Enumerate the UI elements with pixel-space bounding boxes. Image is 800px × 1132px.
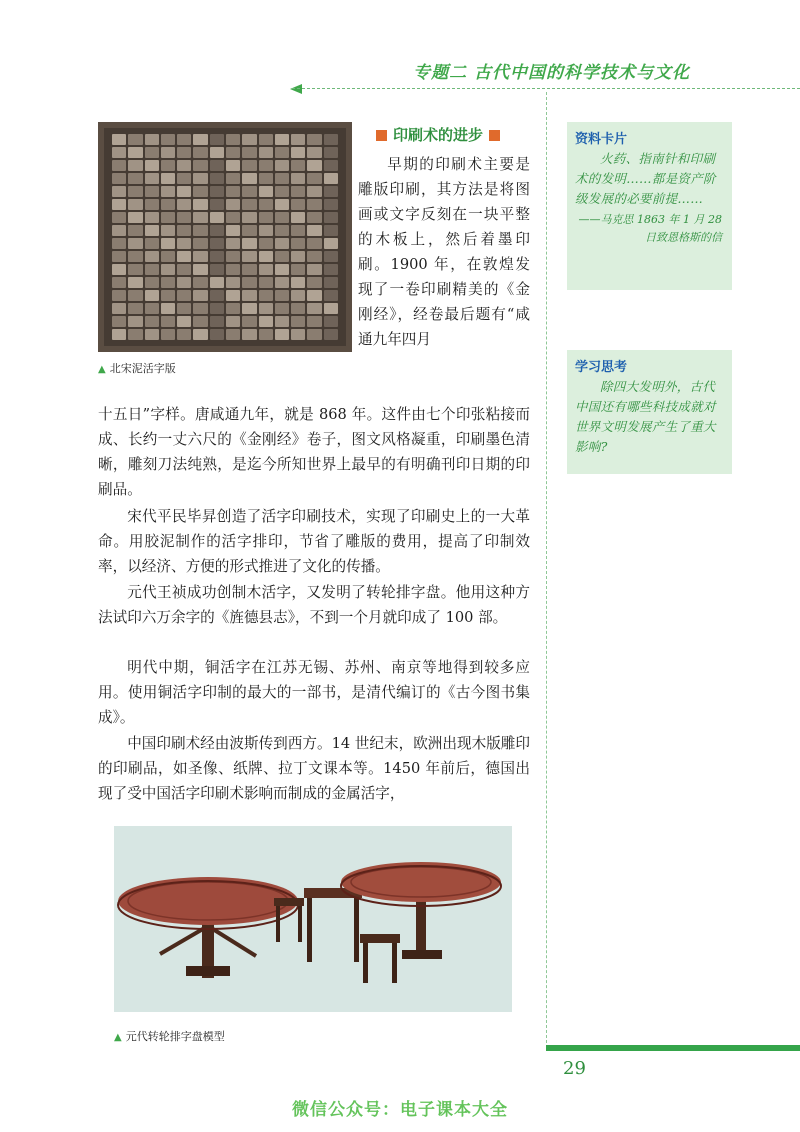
paragraph-4: 明代中期，铜活字在江苏无锡、苏州、南京等地得到较多应用。使用铜活字印制的最大的一部书，是清代编订的《古今图书集成》。 <box>98 659 530 726</box>
left-wheel-base <box>186 966 230 976</box>
type-block <box>128 199 142 210</box>
type-block <box>226 173 240 184</box>
type-block <box>145 264 159 275</box>
type-block <box>291 238 305 249</box>
type-block <box>177 134 191 145</box>
type-block <box>161 199 175 210</box>
type-block <box>193 225 207 236</box>
type-block <box>291 160 305 171</box>
type-block <box>291 264 305 275</box>
type-block <box>210 290 224 301</box>
column-divider <box>546 92 547 1048</box>
type-block <box>242 186 256 197</box>
type-block <box>112 264 126 275</box>
type-block <box>324 186 338 197</box>
type-block <box>210 160 224 171</box>
type-block <box>193 316 207 327</box>
type-block <box>307 277 321 288</box>
data-card-body: 火药、指南针和印刷术的发明……都是资产阶级发展的必要前提…… <box>575 151 716 206</box>
type-block <box>128 160 142 171</box>
type-block <box>307 186 321 197</box>
type-block <box>242 329 256 340</box>
type-block <box>128 186 142 197</box>
type-block <box>291 225 305 236</box>
type-block <box>161 212 175 223</box>
type-block <box>177 212 191 223</box>
type-block <box>242 264 256 275</box>
type-block <box>145 238 159 249</box>
type-block <box>128 147 142 158</box>
type-block <box>324 303 338 314</box>
type-block <box>226 251 240 262</box>
type-block <box>177 251 191 262</box>
type-block <box>112 329 126 340</box>
type-block <box>112 238 126 249</box>
type-block <box>226 212 240 223</box>
type-block <box>291 290 305 301</box>
type-block <box>210 147 224 158</box>
type-block <box>242 199 256 210</box>
type-block <box>307 238 321 249</box>
type-block <box>210 251 224 262</box>
front-stool-leg <box>363 943 368 983</box>
type-block <box>242 290 256 301</box>
type-block <box>210 173 224 184</box>
type-block <box>145 199 159 210</box>
type-block <box>226 303 240 314</box>
type-block <box>307 303 321 314</box>
type-block <box>307 316 321 327</box>
type-block <box>161 134 175 145</box>
center-table-leg <box>307 898 312 962</box>
type-block <box>145 316 159 327</box>
type-block <box>112 147 126 158</box>
type-block <box>259 147 273 158</box>
type-block <box>324 147 338 158</box>
type-block <box>193 290 207 301</box>
type-block <box>226 199 240 210</box>
type-block <box>324 251 338 262</box>
type-block <box>128 212 142 223</box>
type-block <box>307 212 321 223</box>
type-block <box>259 238 273 249</box>
type-block <box>275 173 289 184</box>
type-block <box>128 225 142 236</box>
type-block <box>226 160 240 171</box>
type-block <box>324 290 338 301</box>
type-block <box>112 251 126 262</box>
type-block <box>242 277 256 288</box>
type-block <box>193 173 207 184</box>
type-block <box>291 173 305 184</box>
type-block <box>145 303 159 314</box>
type-block <box>242 160 256 171</box>
type-block <box>324 329 338 340</box>
type-block <box>226 134 240 145</box>
footer-bar <box>546 1045 800 1051</box>
type-block <box>242 316 256 327</box>
center-table-leg <box>354 898 359 962</box>
type-block <box>307 173 321 184</box>
type-block <box>275 199 289 210</box>
type-block <box>226 264 240 275</box>
type-block <box>128 290 142 301</box>
type-block <box>275 225 289 236</box>
type-block <box>242 147 256 158</box>
type-block <box>161 329 175 340</box>
type-block <box>291 316 305 327</box>
type-block <box>275 134 289 145</box>
type-block <box>112 277 126 288</box>
section-heading-text: 印刷术的进步 <box>393 126 484 144</box>
type-block <box>145 212 159 223</box>
type-block <box>193 264 207 275</box>
type-block <box>177 264 191 275</box>
type-block <box>275 277 289 288</box>
data-card-title: 资料卡片 <box>575 132 628 147</box>
type-block <box>193 277 207 288</box>
type-block <box>210 264 224 275</box>
type-block <box>275 329 289 340</box>
type-block <box>193 251 207 262</box>
type-block <box>226 147 240 158</box>
type-block <box>259 199 273 210</box>
type-block <box>242 303 256 314</box>
type-block <box>145 160 159 171</box>
type-block-grid <box>112 134 338 340</box>
watermark: 微信公众号：电子课本大全 <box>292 1100 508 1120</box>
type-block <box>193 238 207 249</box>
section-heading <box>370 124 506 145</box>
type-block <box>275 147 289 158</box>
paragraph-3: 元代王祯成功创制木活字，又发明了转轮排字盘。他用这种方法试印六万余字的《旌德县志》，不到一个月就印成了 100 部。 <box>98 584 530 626</box>
type-block <box>177 186 191 197</box>
type-block <box>112 186 126 197</box>
type-block <box>210 212 224 223</box>
right-wheel-base <box>402 950 442 959</box>
type-block <box>210 134 224 145</box>
type-block <box>193 186 207 197</box>
type-block <box>145 134 159 145</box>
type-block <box>259 186 273 197</box>
header-arrow-icon <box>290 84 302 94</box>
type-block <box>307 290 321 301</box>
type-block <box>226 225 240 236</box>
type-block <box>242 212 256 223</box>
figure-top-caption-text: 北宋泥活字版 <box>109 362 176 375</box>
type-block <box>226 238 240 249</box>
type-block <box>307 251 321 262</box>
type-block <box>128 264 142 275</box>
type-block <box>259 316 273 327</box>
type-block <box>177 277 191 288</box>
type-block <box>161 264 175 275</box>
header-rule <box>292 88 800 89</box>
study-question-body: 除四大发明外，古代中国还有哪些科技成就对世界文明发展产生了重大影响? <box>575 379 716 454</box>
type-block <box>193 212 207 223</box>
type-block <box>324 134 338 145</box>
type-block <box>307 147 321 158</box>
type-block <box>307 329 321 340</box>
type-block <box>193 329 207 340</box>
chapter-title: 专题二 古代中国的科学技术与文化 <box>413 63 690 83</box>
type-block <box>275 264 289 275</box>
type-block <box>128 303 142 314</box>
type-block <box>324 264 338 275</box>
type-block <box>177 199 191 210</box>
type-block <box>145 251 159 262</box>
type-block <box>226 290 240 301</box>
type-block <box>112 225 126 236</box>
clay-movable-type-photo <box>98 122 352 352</box>
type-block <box>177 173 191 184</box>
data-card <box>567 122 732 290</box>
type-block <box>259 303 273 314</box>
type-block <box>112 290 126 301</box>
type-block <box>193 199 207 210</box>
type-block <box>145 329 159 340</box>
front-stool-top <box>360 934 400 943</box>
type-block <box>112 199 126 210</box>
type-block <box>177 316 191 327</box>
type-block <box>161 147 175 158</box>
type-block <box>128 173 142 184</box>
type-block <box>275 160 289 171</box>
type-block <box>324 173 338 184</box>
page-number: 29 <box>563 1058 586 1079</box>
stool-leg <box>298 906 302 942</box>
rotating-type-tray-illustration <box>114 826 512 1012</box>
figure-bottom-caption <box>114 1028 225 1044</box>
type-block <box>112 160 126 171</box>
type-block <box>242 134 256 145</box>
type-block <box>324 212 338 223</box>
type-block <box>145 186 159 197</box>
caption-triangle-icon: ▲ <box>114 1032 122 1043</box>
type-block <box>210 277 224 288</box>
type-block <box>324 316 338 327</box>
type-block <box>161 186 175 197</box>
type-block <box>226 186 240 197</box>
type-block <box>324 225 338 236</box>
type-block <box>177 329 191 340</box>
type-block <box>177 147 191 158</box>
type-block <box>112 212 126 223</box>
type-block <box>210 303 224 314</box>
type-block <box>161 251 175 262</box>
type-block <box>275 251 289 262</box>
type-block <box>275 186 289 197</box>
left-wheel-leg <box>208 926 256 956</box>
type-block <box>128 277 142 288</box>
data-card-source: ——马克思 1863 年 1 月 28 日致恩格斯的信 <box>578 213 722 244</box>
type-block <box>242 173 256 184</box>
type-block <box>112 173 126 184</box>
paragraph-2: 宋代平民毕昇创造了活字印刷技术，实现了印刷史上的一大革命。用胶泥制作的活字排印，节省了雕版的费用，提高了印制效率，以经济、方便的形式推进了文化的传播。 <box>98 508 530 575</box>
type-block <box>128 329 142 340</box>
type-block <box>291 186 305 197</box>
paragraph-5: 中国印刷术经由波斯传到西方。14 世纪末，欧洲出现木版雕印的印刷品，如圣像、纸牌、拉丁文课本等。1450 年前后，德国出现了受中国活字印刷术影响而制成的金属活字， <box>98 735 530 802</box>
type-block <box>275 303 289 314</box>
type-block <box>291 212 305 223</box>
type-block <box>324 160 338 171</box>
type-block <box>259 212 273 223</box>
type-block <box>242 225 256 236</box>
figure-top-caption <box>98 360 176 376</box>
left-wheel-top <box>118 877 298 925</box>
type-block <box>226 329 240 340</box>
type-block <box>291 134 305 145</box>
type-block <box>259 225 273 236</box>
study-question-title: 学习思考 <box>575 360 628 375</box>
type-block <box>145 225 159 236</box>
type-block <box>259 134 273 145</box>
type-block <box>307 225 321 236</box>
type-block <box>210 329 224 340</box>
type-block <box>145 277 159 288</box>
heading-square-icon <box>376 130 387 141</box>
type-block <box>145 290 159 301</box>
type-block <box>210 186 224 197</box>
type-block <box>193 303 207 314</box>
type-block <box>112 316 126 327</box>
type-block <box>161 316 175 327</box>
type-block <box>275 316 289 327</box>
study-question-card <box>567 350 732 474</box>
type-block <box>291 303 305 314</box>
type-block <box>291 251 305 262</box>
type-block <box>259 277 273 288</box>
left-wheel-leg <box>160 926 208 954</box>
type-block <box>324 199 338 210</box>
type-block <box>161 238 175 249</box>
type-block <box>128 238 142 249</box>
heading-square-icon <box>489 130 500 141</box>
caption-triangle-icon: ▲ <box>98 364 106 375</box>
type-block <box>145 173 159 184</box>
type-block <box>259 329 273 340</box>
type-block <box>161 225 175 236</box>
type-block <box>259 173 273 184</box>
type-block <box>275 212 289 223</box>
front-stool-leg <box>392 943 397 983</box>
paragraph-1-rest: 十五日”字样。唐咸通九年，就是 868 年。这件由七个印张粘接而成、长约一丈六尺的《金刚经》卷子，图文风格凝重，印刷墨色清晰，雕刻刀法纯熟，是迄今所知世界上最早的有明确刊印日期的印刷品。 <box>98 406 530 498</box>
type-block <box>128 251 142 262</box>
type-block <box>128 316 142 327</box>
stool-leg <box>276 906 280 942</box>
type-block <box>210 238 224 249</box>
type-block <box>324 277 338 288</box>
type-block <box>161 160 175 171</box>
type-block <box>145 147 159 158</box>
type-block <box>161 290 175 301</box>
type-block <box>291 199 305 210</box>
stool-top <box>274 898 304 906</box>
type-block <box>307 199 321 210</box>
figure-bottom-caption-text: 元代转轮排字盘模型 <box>125 1030 225 1043</box>
type-block <box>177 290 191 301</box>
type-block <box>226 277 240 288</box>
type-block <box>161 303 175 314</box>
type-block <box>177 160 191 171</box>
type-block <box>177 238 191 249</box>
type-block <box>112 303 126 314</box>
right-wheel-top <box>341 862 501 902</box>
type-block <box>193 134 207 145</box>
type-block <box>177 225 191 236</box>
type-block <box>307 134 321 145</box>
type-block <box>226 316 240 327</box>
type-block <box>210 199 224 210</box>
type-block <box>259 160 273 171</box>
type-block <box>161 277 175 288</box>
type-block <box>210 225 224 236</box>
type-block <box>112 134 126 145</box>
type-block <box>161 173 175 184</box>
type-block <box>259 264 273 275</box>
type-block <box>307 160 321 171</box>
paragraph-1-wrapped: 早期的印刷术主要是雕版印刷，其方法是将图画或文字反刻在一块平整的木板上，然后着墨印刷。1900 年，在敦煌发现了一卷印刷精美的《金刚经》，经卷最后题有“咸通九年四月 <box>358 156 530 348</box>
type-block <box>307 264 321 275</box>
type-block <box>275 290 289 301</box>
type-block <box>259 290 273 301</box>
type-block <box>291 277 305 288</box>
type-block <box>259 251 273 262</box>
type-block <box>210 316 224 327</box>
type-block <box>177 303 191 314</box>
type-block <box>128 134 142 145</box>
type-block <box>193 147 207 158</box>
type-block <box>242 251 256 262</box>
type-block <box>291 329 305 340</box>
type-block <box>193 160 207 171</box>
type-block <box>275 238 289 249</box>
type-block <box>324 238 338 249</box>
type-block <box>291 147 305 158</box>
type-block <box>242 238 256 249</box>
rotating-type-tray-photo <box>114 826 512 1012</box>
